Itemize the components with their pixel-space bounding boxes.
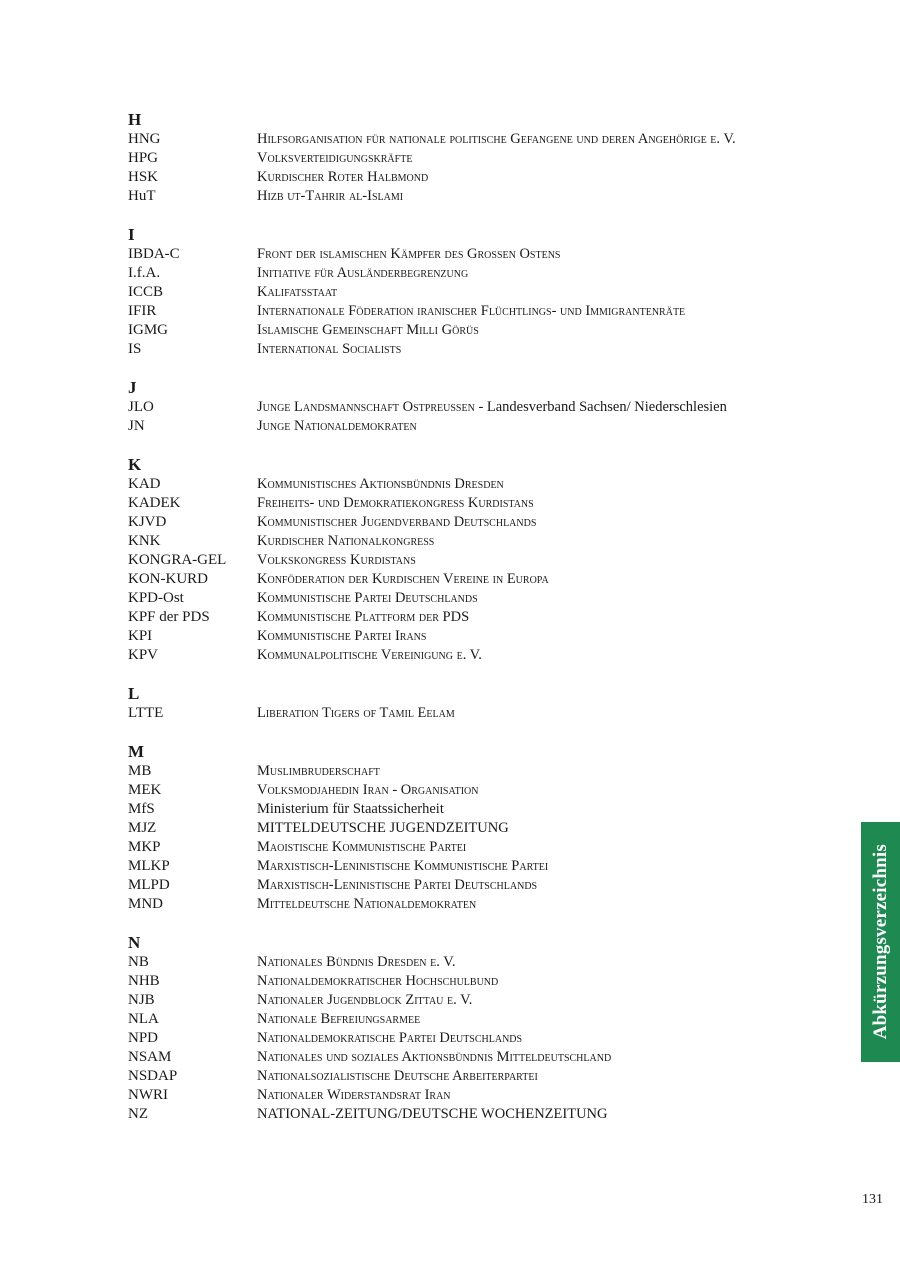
definition-text: Kommunistischer Jugendverband Deutschlands: [257, 514, 537, 530]
definition: [257, 321, 479, 340]
abbreviation: KJVD: [128, 514, 167, 530]
definition-text: Kommunistisches Aktionsbündnis Dresden: [257, 476, 504, 492]
abbreviation-entry: [128, 513, 828, 532]
definition: [257, 398, 727, 417]
definition: [257, 532, 434, 551]
definition-text: Initiative für Ausländerbegrenzung: [257, 265, 469, 281]
definition: [257, 953, 455, 972]
definition-text: Nationaler Jugendblock Zittau e. V.: [257, 992, 473, 1008]
definition: [257, 283, 337, 302]
definition-text: Nationale Befreiungsarmee: [257, 1011, 421, 1027]
section-letter: N: [128, 933, 141, 952]
abbreviation: MEK: [128, 782, 162, 798]
abbreviation: NZ: [128, 1106, 148, 1122]
abbreviation-entry: [128, 130, 828, 149]
abbreviation-entry: [128, 646, 828, 665]
abbreviation-entry: [128, 551, 828, 570]
abbreviation: IS: [128, 341, 142, 357]
abbreviation-entry: [128, 1086, 828, 1105]
section-l: [128, 684, 828, 723]
section-letter: J: [128, 378, 137, 397]
abbreviation: NHB: [128, 973, 160, 989]
definition: [257, 551, 416, 570]
definition: [257, 245, 561, 264]
definition: [257, 149, 412, 168]
definition-text: Junge Nationaldemokraten: [257, 418, 417, 434]
abbreviation-entry: [128, 264, 828, 283]
abbreviation: NJB: [128, 992, 155, 1008]
definition-text: Ministerium für Staatssicherheit: [257, 801, 444, 817]
definition-text: Hilfsorganisation für nationale politische Gefangene und deren Angehörige e. V.: [257, 131, 736, 147]
definition: [257, 838, 466, 857]
abbreviation-entry: [128, 149, 828, 168]
abbreviation-entry: [128, 302, 828, 321]
abbreviation: KAD: [128, 476, 161, 492]
abbreviation-entry: [128, 895, 828, 914]
definition: [257, 1067, 538, 1086]
definition: [257, 1029, 522, 1048]
abbreviation-entry: [128, 283, 828, 302]
definition: [257, 819, 509, 838]
abbreviation: I.f.A.: [128, 265, 161, 281]
abbreviation: MJZ: [128, 820, 157, 836]
abbreviation: IBDA-C: [128, 246, 180, 262]
definition-text: Konföderation der Kurdischen Vereine in Europa: [257, 571, 549, 587]
abbreviation-entry: [128, 168, 828, 187]
definition-text: Hizb ut-Tahrir al-Islami: [257, 188, 404, 204]
definition-text: Marxistisch-Leninistische Kommunistische Partei: [257, 858, 549, 874]
definition-text: Kommunistische Plattform der PDS: [257, 609, 470, 625]
abbreviation-entry: [128, 838, 828, 857]
definition: [257, 627, 426, 646]
abbreviation: IFIR: [128, 303, 157, 319]
definition: [257, 340, 401, 359]
section-tab-label: Abkürzungsverzeichnis: [869, 844, 891, 1040]
abbreviation-entry: [128, 991, 828, 1010]
definition-text: Kommunalpolitische Vereinigung e. V.: [257, 647, 482, 663]
definition-text: Internationale Föderation iranischer Flüchtlings- und Immigrantenräte: [257, 303, 686, 319]
abbreviation-entry: [128, 532, 828, 551]
definition: [257, 130, 736, 149]
abbreviation: MND: [128, 896, 164, 912]
abbreviation: NPD: [128, 1030, 159, 1046]
abbreviation-entry: [128, 475, 828, 494]
section-letter: M: [128, 742, 145, 761]
definition-text: Marxistisch-Leninistische Partei Deutschlands: [257, 877, 538, 893]
definition-text: Maoistische Kommunistische Partei: [257, 839, 467, 855]
definition-text: Volkskongress Kurdistans: [257, 552, 416, 568]
definition: [257, 876, 537, 895]
abbreviation-entry: [128, 627, 828, 646]
section-i: [128, 225, 828, 359]
definition-text: Mitteldeutsche Nationaldemokraten: [257, 896, 477, 912]
definition-text: Kurdischer Roter Halbmond: [257, 169, 429, 185]
abbreviation: NWRI: [128, 1087, 168, 1103]
definition: [257, 264, 468, 283]
definition: [257, 1010, 420, 1029]
definition-text: MITTELDEUTSCHE JUGENDZEITUNG: [257, 820, 509, 836]
abbreviation: KON-KURD: [128, 571, 208, 587]
abbreviation: KPV: [128, 647, 159, 663]
abbreviation-entry: [128, 589, 828, 608]
abbreviation: KPI: [128, 628, 153, 644]
section-h: [128, 110, 828, 206]
section-j: [128, 378, 828, 436]
abbreviation: HuT: [128, 188, 156, 204]
definition-text: Kommunistische Partei Deutschlands: [257, 590, 478, 606]
abbreviation-entry: [128, 1029, 828, 1048]
abbreviation-entry: [128, 187, 828, 206]
definition-text: Nationaler Widerstandsrat Iran: [257, 1087, 451, 1103]
page-number: 131: [862, 1192, 883, 1207]
section-tab: [861, 822, 900, 1062]
definition: [257, 570, 549, 589]
definition: [257, 704, 455, 723]
abbreviation: KADEK: [128, 495, 181, 511]
abbreviation-entry: [128, 1105, 828, 1124]
definition-text: Nationales und soziales Aktionsbündnis Mitteldeutschland: [257, 1049, 612, 1065]
definition-text: Volksverteidigungskräfte: [257, 150, 413, 166]
definition: [257, 168, 428, 187]
abbreviation: JN: [128, 418, 145, 434]
abbreviation-entry: [128, 340, 828, 359]
definition-text: Kommunistische Partei Irans: [257, 628, 427, 644]
definition: [257, 972, 498, 991]
section-letter: L: [128, 684, 140, 703]
abbreviation-entry: [128, 972, 828, 991]
abbreviation: NSDAP: [128, 1068, 178, 1084]
definition-text: Islamische Gemeinschaft Milli Görüs: [257, 322, 479, 338]
definition: [257, 646, 482, 665]
abbreviation: HSK: [128, 169, 159, 185]
abbreviation-entry: [128, 953, 828, 972]
abbreviation-entry: [128, 494, 828, 513]
abbreviation: KPD-Ost: [128, 590, 184, 606]
definition: [257, 762, 380, 781]
abbreviation-entry: [128, 1010, 828, 1029]
abbreviation-entry: [128, 800, 828, 819]
definition-text: Kurdischer Nationalkongress: [257, 533, 435, 549]
definition: [257, 475, 504, 494]
definition-text: Freiheits- und Demokratiekongress Kurdistans: [257, 495, 534, 511]
abbreviation-entry: [128, 819, 828, 838]
definition-text: Nationaldemokratische Partei Deutschlands: [257, 1030, 523, 1046]
abbreviation: NSAM: [128, 1049, 172, 1065]
definition: [257, 608, 469, 627]
definition: [257, 1086, 451, 1105]
definition: [257, 513, 536, 532]
abbreviation-entry: [128, 570, 828, 589]
definition: [257, 1105, 608, 1124]
definition: [257, 494, 534, 513]
abbreviation: MLPD: [128, 877, 170, 893]
abbreviation-entry: [128, 781, 828, 800]
abbreviation-entry: [128, 762, 828, 781]
section-letter: H: [128, 110, 142, 129]
section-letter: K: [128, 455, 142, 474]
definition-text: International Socialists: [257, 341, 402, 357]
definition: [257, 800, 444, 819]
definition-text: Volksmodjahedin Iran - Organisation: [257, 782, 479, 798]
abbreviation: MLKP: [128, 858, 170, 874]
abbreviation-list: [128, 110, 828, 1143]
abbreviation-entry: [128, 608, 828, 627]
abbreviation: HNG: [128, 131, 161, 147]
section-k: [128, 455, 828, 665]
definition-text: Nationalsozialistische Deutsche Arbeiterpartei: [257, 1068, 538, 1084]
abbreviation-entry: [128, 398, 828, 417]
definition-text: Junge Landsmannschaft Ostpreußen: [257, 399, 475, 415]
abbreviation: LTTE: [128, 705, 164, 721]
abbreviation: HPG: [128, 150, 159, 166]
abbreviation: JLO: [128, 399, 154, 415]
abbreviation: MKP: [128, 839, 161, 855]
definition-tail: - Landesverband Sachsen/ Niederschlesien: [474, 399, 727, 415]
abbreviation: KONGRA-GEL: [128, 552, 227, 568]
definition-text: Front der islamischen Kämpfer des Großen Ostens: [257, 246, 561, 262]
definition: [257, 857, 548, 876]
section-m: [128, 742, 828, 914]
definition-text: Kalifatsstaat: [257, 284, 338, 300]
definition-text: NATIONAL-ZEITUNG/DEUTSCHE WOCHENZEITUNG: [257, 1106, 608, 1122]
definition-text: Muslimbruderschaft: [257, 763, 380, 779]
definition: [257, 589, 478, 608]
section-letter: I: [128, 225, 135, 244]
abbreviation-entry: [128, 245, 828, 264]
definition-text: Liberation Tigers of Tamil Eelam: [257, 705, 455, 721]
abbreviation: IGMG: [128, 322, 168, 338]
definition: [257, 895, 476, 914]
abbreviation-entry: [128, 1048, 828, 1067]
definition: [257, 417, 417, 436]
abbreviation-entry: [128, 321, 828, 340]
section-n: [128, 933, 828, 1124]
abbreviation: ICCB: [128, 284, 164, 300]
definition: [257, 302, 685, 321]
definition: [257, 187, 403, 206]
definition: [257, 781, 478, 800]
definition: [257, 1048, 611, 1067]
abbreviation: MB: [128, 763, 152, 779]
abbreviation-entry: [128, 1067, 828, 1086]
abbreviation-entry: [128, 704, 828, 723]
abbreviation: NB: [128, 954, 149, 970]
abbreviation-entry: [128, 876, 828, 895]
abbreviation: MfS: [128, 801, 155, 817]
abbreviation: KNK: [128, 533, 161, 549]
abbreviation-entry: [128, 857, 828, 876]
definition-text: Nationales Bündnis Dresden e. V.: [257, 954, 456, 970]
definition: [257, 991, 472, 1010]
definition-text: Nationaldemokratischer Hochschulbund: [257, 973, 499, 989]
abbreviation: KPF der PDS: [128, 609, 210, 625]
abbreviation-entry: [128, 417, 828, 436]
abbreviation: NLA: [128, 1011, 159, 1027]
